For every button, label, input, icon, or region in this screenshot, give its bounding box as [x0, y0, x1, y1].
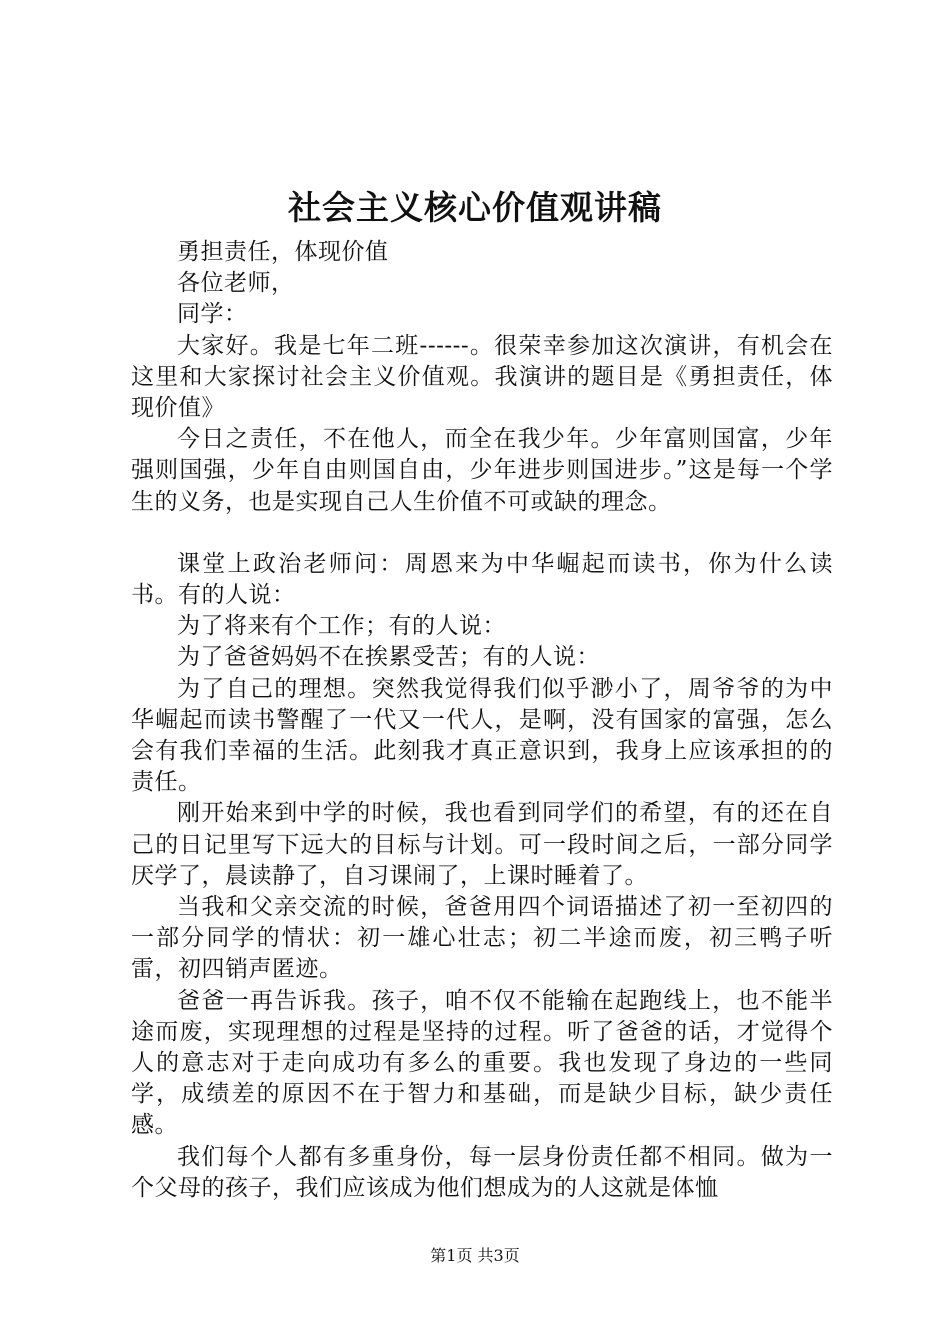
- paragraph-classroom-question: 课堂上政治老师问：周恩来为中华崛起而读书，你为什么读书。有的人说：: [131, 550, 833, 609]
- paragraph-middle-school: 刚开始来到中学的时候，我也看到同学们的希望，有的还在自己的日记里写下远大的目标与计划。可一段时间之后，一部分同学厌学了，晨读静了，自习课闹了，上课时睡着了。: [131, 800, 833, 889]
- paragraph-identities: 我们每个人都有多重身份，每一层身份责任都不相同。做为一个父母的孩子，我们应该成为他们想成为的人这就是体恤: [131, 1143, 833, 1201]
- paragraph-answer-parents: 为了爸爸妈妈不在挨累受苦；有的人说：: [177, 644, 600, 671]
- document-title: 社会主义核心价值观讲稿: [288, 188, 662, 227]
- paragraph-answer-ideal: 为了自己的理想。突然我觉得我们似乎渺小了，周爷爷的为中华崛起而读书警醒了一代又一代人，是啊，没有国家的富强，怎么会有我们幸福的生活。此刻我才真正意识到，我身上应该承担的的责任。: [131, 675, 833, 796]
- page-number: 第1页 共3页: [430, 1246, 520, 1265]
- paragraph-salutation-teachers: 各位老师，: [177, 270, 295, 297]
- document-body: [131, 237, 833, 1204]
- paragraph-salutation-students: 同学：: [177, 301, 248, 328]
- paragraph-father-talk: 当我和父亲交流的时候，爸爸用四个词语描述了初一至初四的一部分同学的情状：初一雄心壮志；初二半途而废，初三鸭子听雷，初四销声匿迹。: [131, 894, 833, 983]
- paragraph-subtitle: 勇担责任，体现价值: [177, 239, 389, 265]
- paragraph-responsibility-quote: 今日之责任，不在他人，而全在我少年。少年富则国富，少年强则国强，少年自由则国自由，少年进步则国进步。”这是每一个学生的义务，也是实现自己人生价值不可或缺的理念。: [131, 426, 833, 515]
- paragraph-introduction: 大家好。我是七年二班------。很荣幸参加这次演讲，有机会在这里和大家探讨社会主义价值观。我演讲的题目是《勇担责任，体现价值》: [131, 332, 833, 422]
- paragraph-answer-job: 为了将来有个工作；有的人说：: [177, 613, 506, 640]
- paragraph-father-advice: 爸爸一再告诉我。孩子，咱不仅不能输在起跑线上，也不能半途而废，实现理想的过程是坚持的过程。听了爸爸的话，才觉得个人的意志对于走向成功有多么的重要。我也发现了身边的一些同学，成绩差的原因不在于智力和基础，而是缺少目标，缺少责任感。: [131, 987, 833, 1139]
